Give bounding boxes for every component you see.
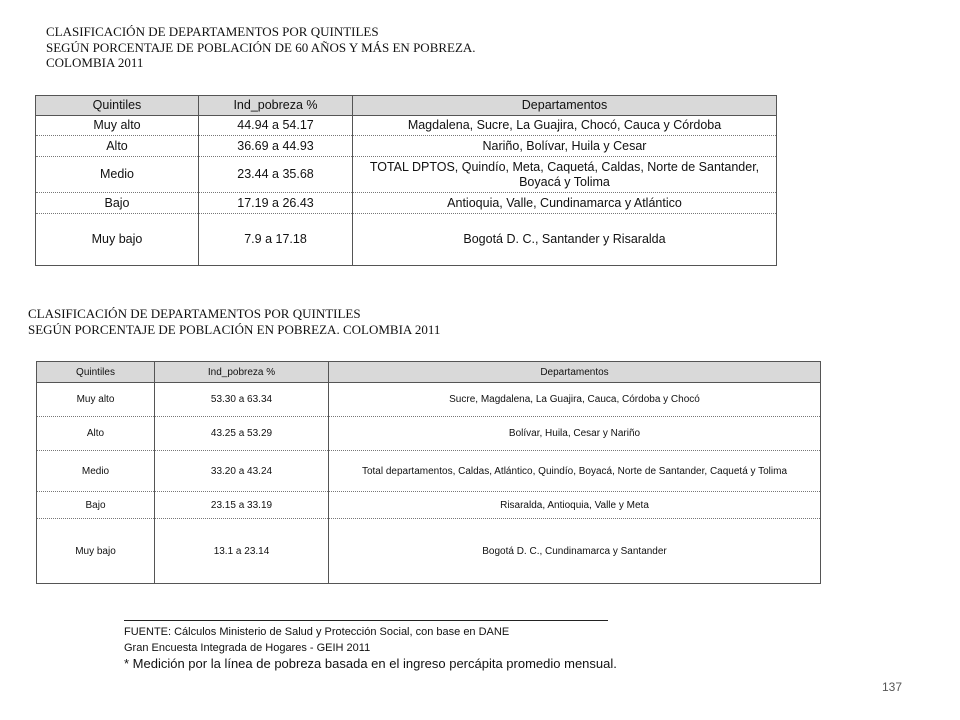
table-row [36, 157, 777, 193]
table-row [37, 519, 821, 584]
table-general-poverty [36, 361, 821, 584]
section1-title-line: SEGÚN PORCENTAJE DE POBLACIÓN DE 60 AÑOS Y MÁS EN POBREZA. [46, 39, 476, 55]
page-number: 137 [882, 680, 903, 694]
cell-rango: 53.30 a 63.34 [155, 383, 329, 417]
cell-quintil: Medio [36, 157, 199, 193]
table-row [37, 383, 821, 417]
cell-rango: 36.69 a 44.93 [199, 136, 353, 157]
footnote-survey: Gran Encuesta Integrada de Hogares - GEIH 2011 [124, 642, 371, 654]
header-quintiles: Quintiles [37, 362, 155, 383]
cell-departamentos: Bogotá D. C., Santander y Risaralda [353, 214, 777, 266]
cell-departamentos: Antioquia, Valle, Cundinamarca y Atlántico [353, 193, 777, 214]
header-ind-pobreza: Ind_pobreza % [199, 96, 353, 116]
cell-quintil: Medio [37, 451, 155, 492]
section1-title [46, 24, 476, 71]
cell-rango: 44.94 a 54.17 [199, 116, 353, 136]
cell-quintil: Muy alto [37, 383, 155, 417]
cell-quintil: Bajo [37, 492, 155, 519]
table-header-row [37, 362, 821, 383]
cell-departamentos: Sucre, Magdalena, La Guajira, Cauca, Córdoba y Chocó [329, 383, 821, 417]
table-elderly-poverty [35, 95, 777, 266]
table-row [36, 214, 777, 266]
table-header-row [36, 96, 777, 116]
cell-departamentos: Magdalena, Sucre, La Guajira, Chocó, Cauca y Córdoba [353, 116, 777, 136]
cell-rango: 23.44 a 35.68 [199, 157, 353, 193]
cell-rango: 7.9 a 17.18 [199, 214, 353, 266]
footnote-measurement: * Medición por la línea de pobreza basada en el ingreso percápita promedio mensual. [124, 656, 617, 671]
cell-rango: 23.15 a 33.19 [155, 492, 329, 519]
header-departamentos: Departamentos [329, 362, 821, 383]
table-row [37, 417, 821, 451]
cell-departamentos: Bolívar, Huila, Cesar y Nariño [329, 417, 821, 451]
section2-title-line: SEGÚN PORCENTAJE DE POBLACIÓN EN POBREZA. COLOMBIA 2011 [28, 321, 441, 337]
footnote-source: FUENTE: Cálculos Ministerio de Salud y Protección Social, con base en DANE [124, 626, 510, 638]
cell-quintil: Muy bajo [37, 519, 155, 584]
section1-title-line: CLASIFICACIÓN DE DEPARTAMENTOS POR QUINTILES [46, 24, 379, 39]
table-row [36, 193, 777, 214]
cell-departamentos: TOTAL DPTOS, Quindío, Meta, Caquetá, Caldas, Norte de Santander, Boyacá y Tolima [353, 157, 777, 193]
source-footnote [124, 620, 617, 672]
cell-departamentos: Risaralda, Antioquia, Valle y Meta [329, 492, 821, 519]
cell-departamentos: Bogotá D. C., Cundinamarca y Santander [329, 519, 821, 584]
cell-quintil: Muy bajo [36, 214, 199, 266]
section2-title-line: CLASIFICACIÓN DE DEPARTAMENTOS POR QUINTILES [28, 306, 361, 321]
cell-rango: 33.20 a 43.24 [155, 451, 329, 492]
header-quintiles: Quintiles [36, 96, 199, 116]
cell-departamentos: Nariño, Bolívar, Huila y Cesar [353, 136, 777, 157]
table-row [37, 492, 821, 519]
cell-quintil: Muy alto [36, 116, 199, 136]
cell-rango: 13.1 a 23.14 [155, 519, 329, 584]
header-departamentos: Departamentos [353, 96, 777, 116]
section2-title [28, 306, 440, 337]
cell-departamentos: Total departamentos, Caldas, Atlántico, Quindío, Boyacá, Norte de Santander, Caquetá y Tolima [329, 451, 821, 492]
header-ind-pobreza: Ind_pobreza % [155, 362, 329, 383]
table-row [36, 116, 777, 136]
cell-quintil: Alto [37, 417, 155, 451]
cell-rango: 17.19 a 26.43 [199, 193, 353, 214]
table-row [37, 451, 821, 492]
cell-rango: 43.25 a 53.29 [155, 417, 329, 451]
cell-quintil: Bajo [36, 193, 199, 214]
cell-quintil: Alto [36, 136, 199, 157]
table-row [36, 136, 777, 157]
section1-title-line: COLOMBIA 2011 [46, 55, 144, 70]
